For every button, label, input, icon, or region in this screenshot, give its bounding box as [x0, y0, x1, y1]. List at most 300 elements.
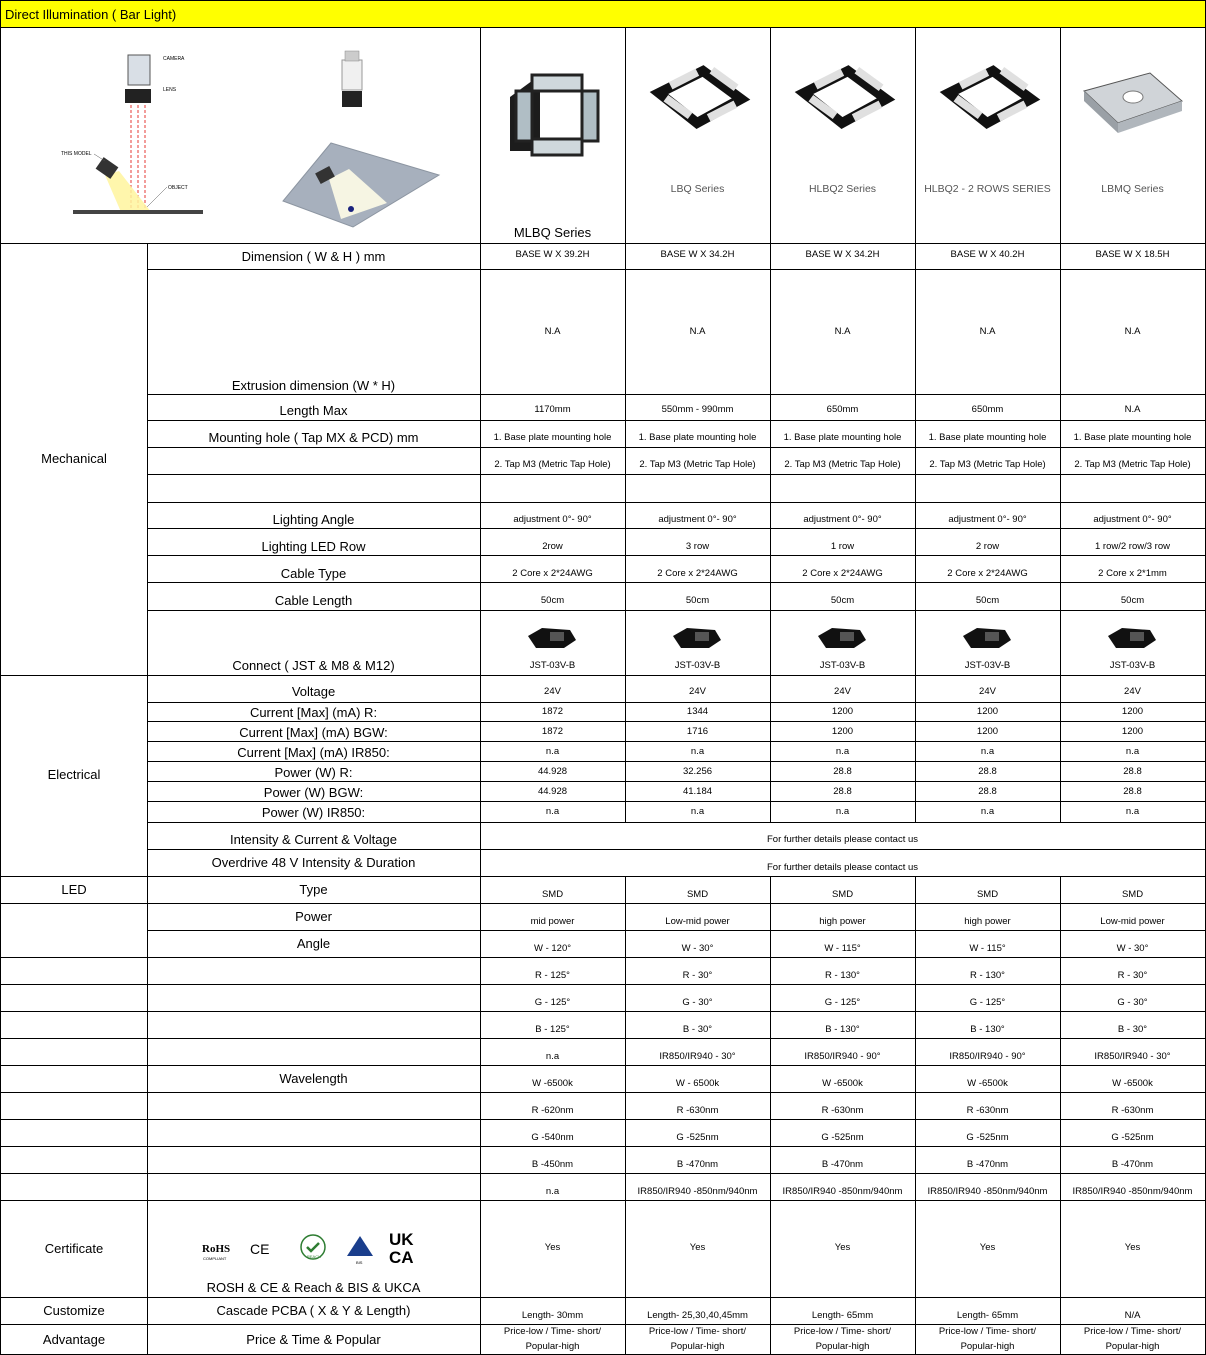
contact-note-cell — [480, 822, 1206, 850]
value-cell — [1060, 1092, 1206, 1120]
value-dimension: BASE W X 18.5H — [1095, 249, 1170, 260]
value-led_power: Low-mid power — [665, 916, 730, 927]
section-cell-empty — [0, 1011, 148, 1039]
value-cascade: Length- 65mm — [956, 1310, 1019, 1321]
value-cell — [480, 722, 626, 742]
value-cell — [1060, 702, 1206, 722]
value-cell — [625, 270, 771, 395]
value-power_bgw: 28.8 — [978, 786, 997, 797]
value-cell — [1060, 448, 1206, 475]
value-cell — [770, 475, 916, 503]
section-label-customize: Customize — [43, 1303, 105, 1318]
value-cell — [1060, 930, 1206, 958]
value-cell — [1060, 1146, 1206, 1174]
row-label-cell — [147, 243, 481, 270]
value-cell — [625, 762, 771, 782]
value-cell — [915, 702, 1061, 722]
value-current_ir: n.a — [980, 746, 995, 757]
row-label-cell — [147, 475, 481, 503]
value-cell — [480, 1146, 626, 1174]
value-cell — [625, 529, 771, 556]
value-wl_r: R -630nm — [676, 1105, 719, 1116]
ukca-icon: UK — [389, 1230, 414, 1249]
value-current_bgw: 1716 — [686, 726, 709, 737]
value-cell — [480, 1119, 626, 1147]
value-wl_g: G -525nm — [1111, 1132, 1154, 1143]
value-wl_w: W -6500k — [1112, 1078, 1153, 1089]
row-label-current_ir: Current [Max] (mA) IR850: — [237, 745, 390, 760]
value-cell — [625, 583, 771, 611]
value-mount2: 2. Tap M3 (Metric Tap Hole) — [1074, 459, 1191, 470]
value-cell — [625, 1173, 771, 1201]
value-extrusion: N.A — [689, 326, 706, 337]
value-extrusion: N.A — [834, 326, 851, 337]
value-connector: JST-03V-B — [1109, 660, 1156, 671]
product-image — [915, 35, 1061, 185]
value-cert: Yes — [979, 1242, 996, 1253]
value-cell — [480, 702, 626, 722]
value-wl_g: G -525nm — [821, 1132, 864, 1143]
value-wl_w: W -6500k — [822, 1078, 863, 1089]
contact-note-cell — [480, 849, 1206, 877]
value-ang_b: B - 30° — [682, 1024, 713, 1035]
value-mount1: 1. Base plate mounting hole — [783, 432, 902, 443]
row-label-cell — [147, 702, 481, 722]
value-current_bgw: 1200 — [1121, 726, 1144, 737]
value-power_ir: n.a — [980, 806, 995, 817]
value-cell — [625, 782, 771, 802]
value-ang_g: G - 125° — [969, 997, 1006, 1008]
value-cell — [770, 394, 916, 421]
row-label-cell — [147, 1065, 481, 1093]
value-cell — [625, 1119, 771, 1147]
camera-body — [128, 55, 150, 85]
value-cert: Yes — [834, 1242, 851, 1253]
value-cell — [625, 702, 771, 722]
row-label-cell — [147, 930, 481, 958]
value-dimension: BASE W X 34.2H — [660, 249, 735, 260]
value-cascade: Length- 65mm — [811, 1310, 874, 1321]
value-wl_ir: IR850/IR940 -850nm/940nm — [637, 1186, 758, 1197]
row-label-power: Power — [295, 909, 332, 924]
series-name: HLBQ2 - 2 ROWS SERIES — [924, 183, 1051, 195]
value-current_r: 1200 — [976, 706, 999, 717]
section-cell-empty — [0, 1173, 148, 1201]
value-cell — [480, 742, 626, 762]
row-label-cell — [147, 448, 481, 475]
value-cell — [1060, 610, 1206, 676]
row-label-led_angle: Angle — [296, 936, 331, 951]
value-cell — [1060, 1065, 1206, 1093]
row-label-certs: ROSH & CE & Reach & BIS & UKCA — [206, 1280, 421, 1295]
value-cell — [1060, 802, 1206, 823]
value-cell — [770, 782, 916, 802]
value-cell — [480, 984, 626, 1012]
value-cell — [625, 1324, 771, 1355]
product-image — [1060, 35, 1206, 185]
value-wl_r: R -620nm — [531, 1105, 574, 1116]
value-ang_g: G - 125° — [824, 997, 861, 1008]
value-led_row: 1 row — [830, 541, 855, 552]
value-wl_r: R -630nm — [966, 1105, 1009, 1116]
row-label-cell — [147, 876, 481, 904]
section-cell-mechanical — [0, 243, 148, 676]
direct-illumination-diagram — [61, 55, 203, 214]
section-cell-empty — [0, 984, 148, 1012]
value-ang_ir: IR850/IR940 - 90° — [804, 1051, 881, 1062]
row-label-connect: Connect ( JST & M8 & M12) — [232, 658, 395, 673]
value-cell — [625, 957, 771, 985]
section-label-advantage: Advantage — [42, 1332, 106, 1347]
section-label-led: LED — [61, 882, 87, 897]
value-cell — [770, 421, 916, 448]
value-cell — [915, 475, 1061, 503]
value-ang_g: G - 30° — [682, 997, 713, 1008]
value-cell — [1060, 243, 1206, 270]
value-cell — [480, 1092, 626, 1120]
illustration-cell — [0, 27, 481, 244]
value-mount1: 1. Base plate mounting hole — [928, 432, 1047, 443]
value-mount1: 1. Base plate mounting hole — [1073, 432, 1192, 443]
value-voltage: 24V — [689, 686, 706, 697]
value-wl_b: B -450nm — [531, 1159, 574, 1170]
row-label-cell — [147, 421, 481, 448]
value-cell — [625, 984, 771, 1012]
series-name: HLBQ2 Series — [808, 183, 877, 195]
value-cell — [625, 1297, 771, 1325]
row-label-power_bgw: Power (W) BGW: — [263, 785, 364, 800]
value-ang_w: W - 30° — [1116, 943, 1149, 954]
row-label-cell — [147, 1173, 481, 1201]
row-label-type: Type — [299, 882, 328, 897]
value-wl_r: R -630nm — [821, 1105, 864, 1116]
value-cell — [915, 1200, 1061, 1298]
value-angle: adjustment 0°- 90° — [948, 514, 1027, 525]
contact-note: For further details please contact us — [766, 834, 919, 845]
product-header-cell — [625, 27, 771, 244]
value-cell — [915, 1146, 1061, 1174]
value-ang_w: W - 120° — [533, 943, 572, 954]
value-led_row: 1 row/2 row/3 row — [1095, 541, 1170, 552]
value-ang_b: B - 130° — [825, 1024, 860, 1035]
value-cell — [625, 1038, 771, 1066]
value-cell — [770, 1173, 916, 1201]
value-cell — [915, 1119, 1061, 1147]
value-cell — [625, 742, 771, 762]
row-label-dimension: Dimension ( W & H ) mm — [241, 249, 386, 264]
value-current_bgw: 1200 — [976, 726, 999, 737]
value-length_max: 1170mm — [534, 404, 571, 415]
advantage-line-2: Popular-high — [960, 1341, 1015, 1352]
value-cell — [915, 903, 1061, 931]
advantage-line-2: Popular-high — [815, 1341, 870, 1352]
value-ang_ir: n.a — [545, 1051, 560, 1062]
value-cell — [770, 1092, 916, 1120]
value-cell — [915, 722, 1061, 742]
row-label-cell — [147, 610, 481, 676]
value-cell — [770, 984, 916, 1012]
value-ang_ir: IR850/IR940 - 30° — [1094, 1051, 1171, 1062]
value-led_type: SMD — [976, 889, 999, 900]
product-image — [480, 35, 626, 185]
value-cell — [770, 502, 916, 529]
value-cell — [1060, 1173, 1206, 1201]
value-current_ir: n.a — [835, 746, 850, 757]
value-power_r: 28.8 — [1123, 766, 1142, 777]
section-label-certificate: Certificate — [44, 1241, 104, 1256]
value-wl_g: G -525nm — [676, 1132, 719, 1143]
value-cell — [915, 742, 1061, 762]
value-cell — [770, 722, 916, 742]
connector-icon — [915, 618, 1061, 658]
rohs-sub-text: COMPLIANT — [203, 1256, 227, 1261]
value-ang_r: R - 30° — [1117, 970, 1148, 981]
value-ang_r: R - 30° — [682, 970, 713, 981]
value-cell — [770, 1146, 916, 1174]
value-cell — [1060, 475, 1206, 503]
value-mount1: 1. Base plate mounting hole — [638, 432, 757, 443]
value-mount1: 1. Base plate mounting hole — [493, 432, 612, 443]
rohs-icon: RoHS — [202, 1243, 231, 1255]
value-cell — [915, 930, 1061, 958]
value-wl_ir: IR850/IR940 -850nm/940nm — [782, 1186, 903, 1197]
value-cable_length: 50cm — [830, 595, 855, 606]
value-cell — [915, 675, 1061, 703]
value-cell — [770, 448, 916, 475]
value-cell — [625, 556, 771, 583]
value-cell — [480, 394, 626, 421]
value-cell — [915, 1173, 1061, 1201]
value-cable_type: 2 Core x 2*1mm — [1098, 568, 1167, 579]
value-cell — [480, 930, 626, 958]
value-cell — [480, 762, 626, 782]
title-bar — [0, 0, 481, 28]
row-label-cell — [147, 270, 481, 395]
value-cell — [915, 782, 1061, 802]
ukca-icon-bottom: CA — [389, 1248, 414, 1267]
value-cell — [1060, 1038, 1206, 1066]
value-current_bgw: 1200 — [831, 726, 854, 737]
value-cell — [480, 475, 626, 503]
value-power_r: 28.8 — [833, 766, 852, 777]
value-wl_b: B -470nm — [1111, 1159, 1154, 1170]
section-label-mechanical: Mechanical — [41, 451, 107, 466]
value-cell — [480, 529, 626, 556]
value-angle: adjustment 0°- 90° — [803, 514, 882, 525]
row-label-cell — [147, 1324, 481, 1355]
row-label-cell — [147, 394, 481, 421]
value-cell — [770, 762, 916, 782]
section-cell-customize — [0, 1297, 148, 1325]
value-cell — [1060, 675, 1206, 703]
value-cell — [770, 802, 916, 823]
value-length_max: 650mm — [826, 404, 859, 415]
connector-icon — [480, 618, 626, 658]
value-cell — [625, 502, 771, 529]
value-led_row: 2 row — [975, 541, 1000, 552]
value-cell — [625, 1092, 771, 1120]
value-cell — [915, 1324, 1061, 1355]
value-cell — [1060, 782, 1206, 802]
value-cell — [1060, 722, 1206, 742]
product-header-cell — [480, 27, 626, 244]
value-mount2: 2. Tap M3 (Metric Tap Hole) — [929, 459, 1046, 470]
value-ang_r: R - 130° — [825, 970, 860, 981]
value-cell — [1060, 1297, 1206, 1325]
row-label-angle: Lighting Angle — [272, 512, 355, 527]
advantage-line-1: Price-low / Time- short/ — [1083, 1326, 1182, 1337]
value-cell — [480, 1065, 626, 1093]
section-cell-electrical — [0, 675, 148, 877]
section-cell-certificate — [0, 1200, 148, 1298]
value-cable_type: 2 Core x 2*24AWG — [947, 568, 1028, 579]
value-ang_ir: IR850/IR940 - 90° — [949, 1051, 1026, 1062]
value-cascade: Length- 25,30,40,45mm — [647, 1310, 748, 1321]
value-cell — [770, 1065, 916, 1093]
section-cell-empty — [0, 1119, 148, 1147]
value-cell — [625, 876, 771, 904]
value-cell — [625, 930, 771, 958]
series-name: MLBQ Series — [513, 225, 592, 240]
value-cell — [625, 1200, 771, 1298]
product-header-cell — [915, 27, 1061, 244]
row-label-cell — [147, 802, 481, 823]
value-cell — [915, 502, 1061, 529]
sheet-title: Direct Illumination ( Bar Light) — [5, 7, 177, 22]
value-ang_r: R - 130° — [970, 970, 1005, 981]
title-bar-extension — [480, 0, 1206, 28]
value-cell — [915, 529, 1061, 556]
value-cert: Yes — [544, 1242, 561, 1253]
value-mount2: 2. Tap M3 (Metric Tap Hole) — [494, 459, 611, 470]
row-label-cascade: Cascade PCBA ( X & Y & Length) — [216, 1303, 411, 1318]
bis-text: BIS — [356, 1260, 363, 1265]
value-cell — [1060, 556, 1206, 583]
row-label-power_r: Power (W) R: — [274, 765, 353, 780]
section-cell-empty — [0, 1146, 148, 1174]
value-dimension: BASE W X 39.2H — [515, 249, 590, 260]
value-connector: JST-03V-B — [674, 660, 721, 671]
product-image — [770, 35, 916, 185]
value-cell — [915, 421, 1061, 448]
value-connector: JST-03V-B — [529, 660, 576, 671]
row-label-cell — [147, 762, 481, 782]
value-wl_ir: IR850/IR940 -850nm/940nm — [927, 1186, 1048, 1197]
value-cell — [1060, 1200, 1206, 1298]
value-wl_g: G -540nm — [531, 1132, 574, 1143]
value-cell — [770, 610, 916, 676]
value-cell — [480, 1173, 626, 1201]
value-cell — [625, 722, 771, 742]
value-voltage: 24V — [544, 686, 561, 697]
value-power_bgw: 44.928 — [537, 786, 568, 797]
value-cell — [770, 742, 916, 762]
value-dimension: BASE W X 34.2H — [805, 249, 880, 260]
value-ang_ir: IR850/IR940 - 30° — [659, 1051, 736, 1062]
value-led_type: SMD — [541, 889, 564, 900]
value-wl_ir: n.a — [545, 1186, 560, 1197]
row-label-intensity: Intensity & Current & Voltage — [230, 832, 397, 847]
value-wl_b: B -470nm — [966, 1159, 1009, 1170]
value-wl_w: W -6500k — [967, 1078, 1008, 1089]
value-voltage: 24V — [834, 686, 851, 697]
value-cell — [770, 556, 916, 583]
value-cell — [625, 243, 771, 270]
value-cable_type: 2 Core x 2*24AWG — [802, 568, 883, 579]
value-current_ir: n.a — [1125, 746, 1140, 757]
row-label-cell — [147, 984, 481, 1012]
value-cell — [625, 903, 771, 931]
value-cascade: Length- 30mm — [521, 1310, 584, 1321]
row-label-cell — [147, 722, 481, 742]
object-base — [73, 210, 203, 214]
value-voltage: 24V — [979, 686, 996, 697]
value-cable_length: 50cm — [975, 595, 1000, 606]
value-led_type: SMD — [686, 889, 709, 900]
value-cell — [915, 1092, 1061, 1120]
row-label-cell — [147, 1297, 481, 1325]
value-cell — [915, 1297, 1061, 1325]
perspective-diagram — [283, 51, 439, 227]
series-name: LBMQ Series — [1101, 183, 1164, 195]
value-cell — [625, 1011, 771, 1039]
value-cell — [1060, 762, 1206, 782]
value-power_bgw: 28.8 — [1123, 786, 1142, 797]
value-cell — [480, 448, 626, 475]
advantage-line-1: Price-low / Time- short/ — [938, 1326, 1037, 1337]
value-led_power: high power — [964, 916, 1011, 927]
advantage-line-1: Price-low / Time- short/ — [648, 1326, 747, 1337]
value-extrusion: N.A — [544, 326, 561, 337]
value-led_power: mid power — [530, 916, 575, 927]
value-cell — [770, 675, 916, 703]
contact-note: For further details please contact us — [766, 862, 919, 873]
section-cell-empty — [0, 1065, 148, 1093]
value-cell — [915, 270, 1061, 395]
value-wl_b: B -470nm — [676, 1159, 719, 1170]
value-cell — [770, 903, 916, 931]
value-cell — [625, 448, 771, 475]
value-ang_g: G - 30° — [1117, 997, 1148, 1008]
value-cell — [1060, 1011, 1206, 1039]
row-label-mounting: Mounting hole ( Tap MX & PCD) mm — [208, 430, 419, 445]
reach-text: REACH — [307, 1254, 322, 1259]
value-cell — [770, 1011, 916, 1039]
value-cell — [480, 610, 626, 676]
row-label-current_r: Current [Max] (mA) R: — [249, 705, 378, 720]
row-label-cell — [147, 742, 481, 762]
value-cell — [1060, 742, 1206, 762]
camera-label: CAMERA — [163, 56, 185, 62]
value-current_r: 1872 — [541, 706, 564, 717]
value-ang_r: R - 125° — [535, 970, 570, 981]
series-name: LBQ Series — [670, 183, 725, 195]
value-cell — [770, 1324, 916, 1355]
value-cell — [915, 984, 1061, 1012]
value-ang_g: G - 125° — [534, 997, 571, 1008]
value-current_bgw: 1872 — [541, 726, 564, 737]
value-power_r: 28.8 — [978, 766, 997, 777]
value-led_row: 3 row — [685, 541, 710, 552]
connector-icon — [625, 618, 771, 658]
value-current_r: 1200 — [831, 706, 854, 717]
value-voltage: 24V — [1124, 686, 1141, 697]
product-image — [625, 35, 771, 185]
row-label-cable_length: Cable Length — [274, 593, 353, 608]
row-label-cell — [147, 1146, 481, 1174]
value-cell — [480, 802, 626, 823]
value-cell — [1060, 421, 1206, 448]
